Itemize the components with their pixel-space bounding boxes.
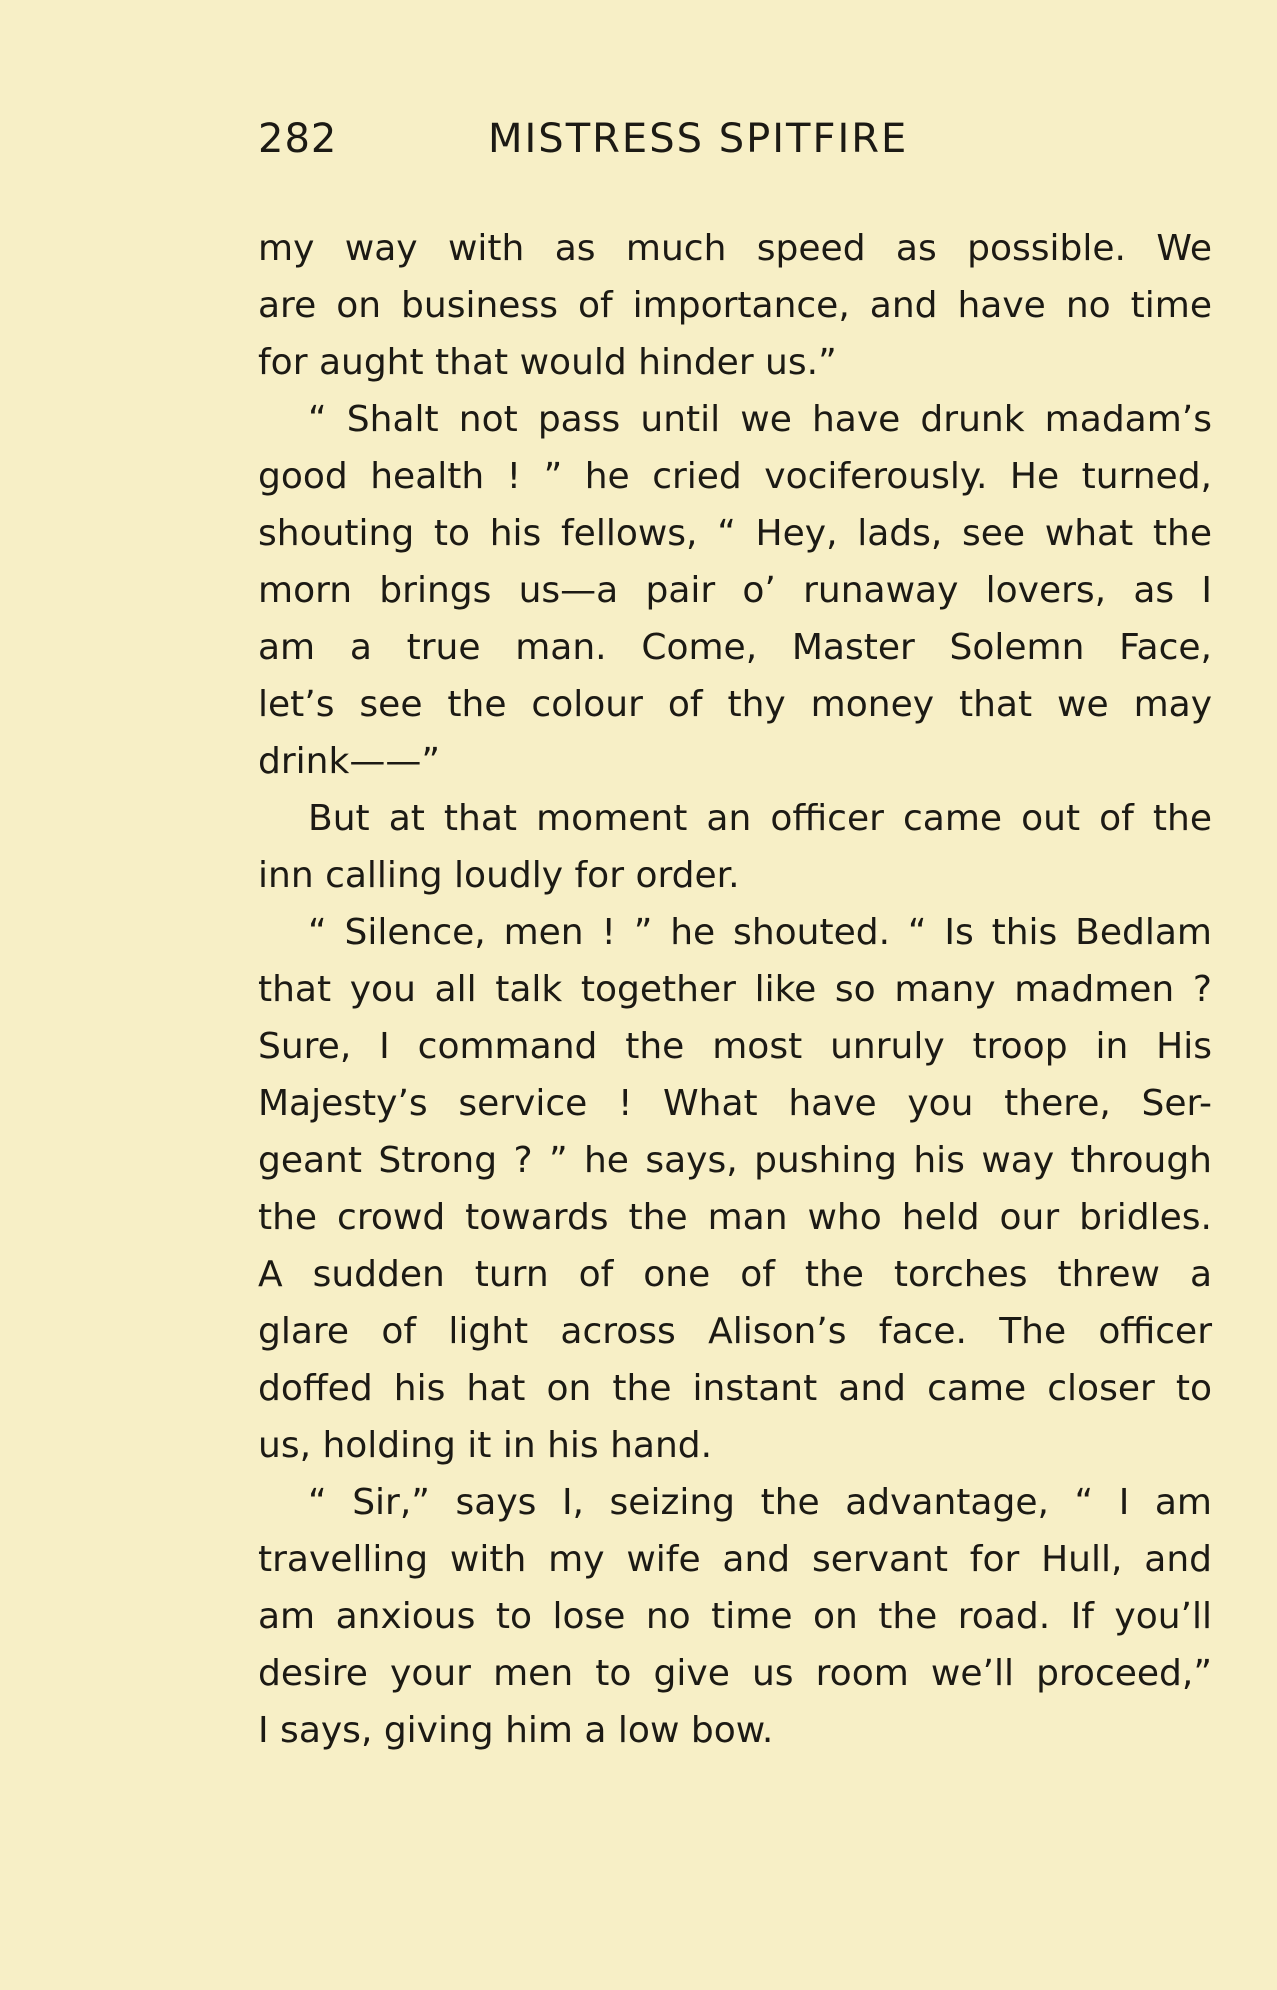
text-line: But at that moment an officer came out of the (308, 798, 1212, 839)
text-line: are on business of importance, and have no time (258, 285, 1212, 326)
text-line: doffed his hat on the instant and came closer to (258, 1368, 1212, 1409)
running-head (258, 116, 1208, 176)
text-line: am anxious to lose no time on the road. If you’ll (258, 1596, 1212, 1637)
text-line: let’s see the colour of thy money that we may (258, 684, 1212, 725)
running-title: MISTRESS SPITFIRE (488, 116, 909, 162)
text-line: I says, giving him a low bow. (258, 1710, 774, 1751)
text-line: travelling with my wife and servant for Hull, and (258, 1539, 1212, 1580)
text-line: geant Strong ? ” he says, pushing his way through (258, 1140, 1212, 1181)
text-line: good health ! ” he cried vociferously. He turned, (258, 456, 1212, 497)
text-line: “ Shalt not pass until we have drunk madam’s (308, 399, 1212, 440)
text-line: drink——” (258, 741, 440, 782)
text-line: the crowd towards the man who held our bridles. (258, 1197, 1212, 1238)
page-number: 282 (258, 116, 338, 162)
text-line: that you all talk together like so many madmen ? (258, 969, 1212, 1010)
text-line: desire your men to give us room we’ll proceed,” (258, 1653, 1212, 1694)
text-line: inn calling loudly for order. (258, 855, 740, 896)
body-text (258, 220, 1212, 1759)
text-line: am a true man. Come, Master Solemn Face, (258, 627, 1212, 668)
text-line: “ Sir,” says I, seizing the advantage, “ I am (308, 1482, 1212, 1523)
text-line: shouting to his fellows, “ Hey, lads, see what the (258, 513, 1212, 554)
text-line: us, holding it in his hand. (258, 1425, 713, 1466)
text-line: Majesty’s service ! What have you there, Ser- (258, 1083, 1212, 1124)
text-line: for aught that would hinder us.” (258, 342, 837, 383)
text-line: A sudden turn of one of the torches threw a (258, 1254, 1212, 1295)
text-line: “ Silence, men ! ” he shouted. “ Is this Bedlam (308, 912, 1212, 953)
text-line: morn brings us—a pair o’ runaway lovers, as I (258, 570, 1212, 611)
text-line: my way with as much speed as possible. We (258, 228, 1212, 269)
text-line: glare of light across Alison’s face. The officer (258, 1311, 1212, 1352)
text-line: Sure, I command the most unruly troop in His (258, 1026, 1212, 1067)
